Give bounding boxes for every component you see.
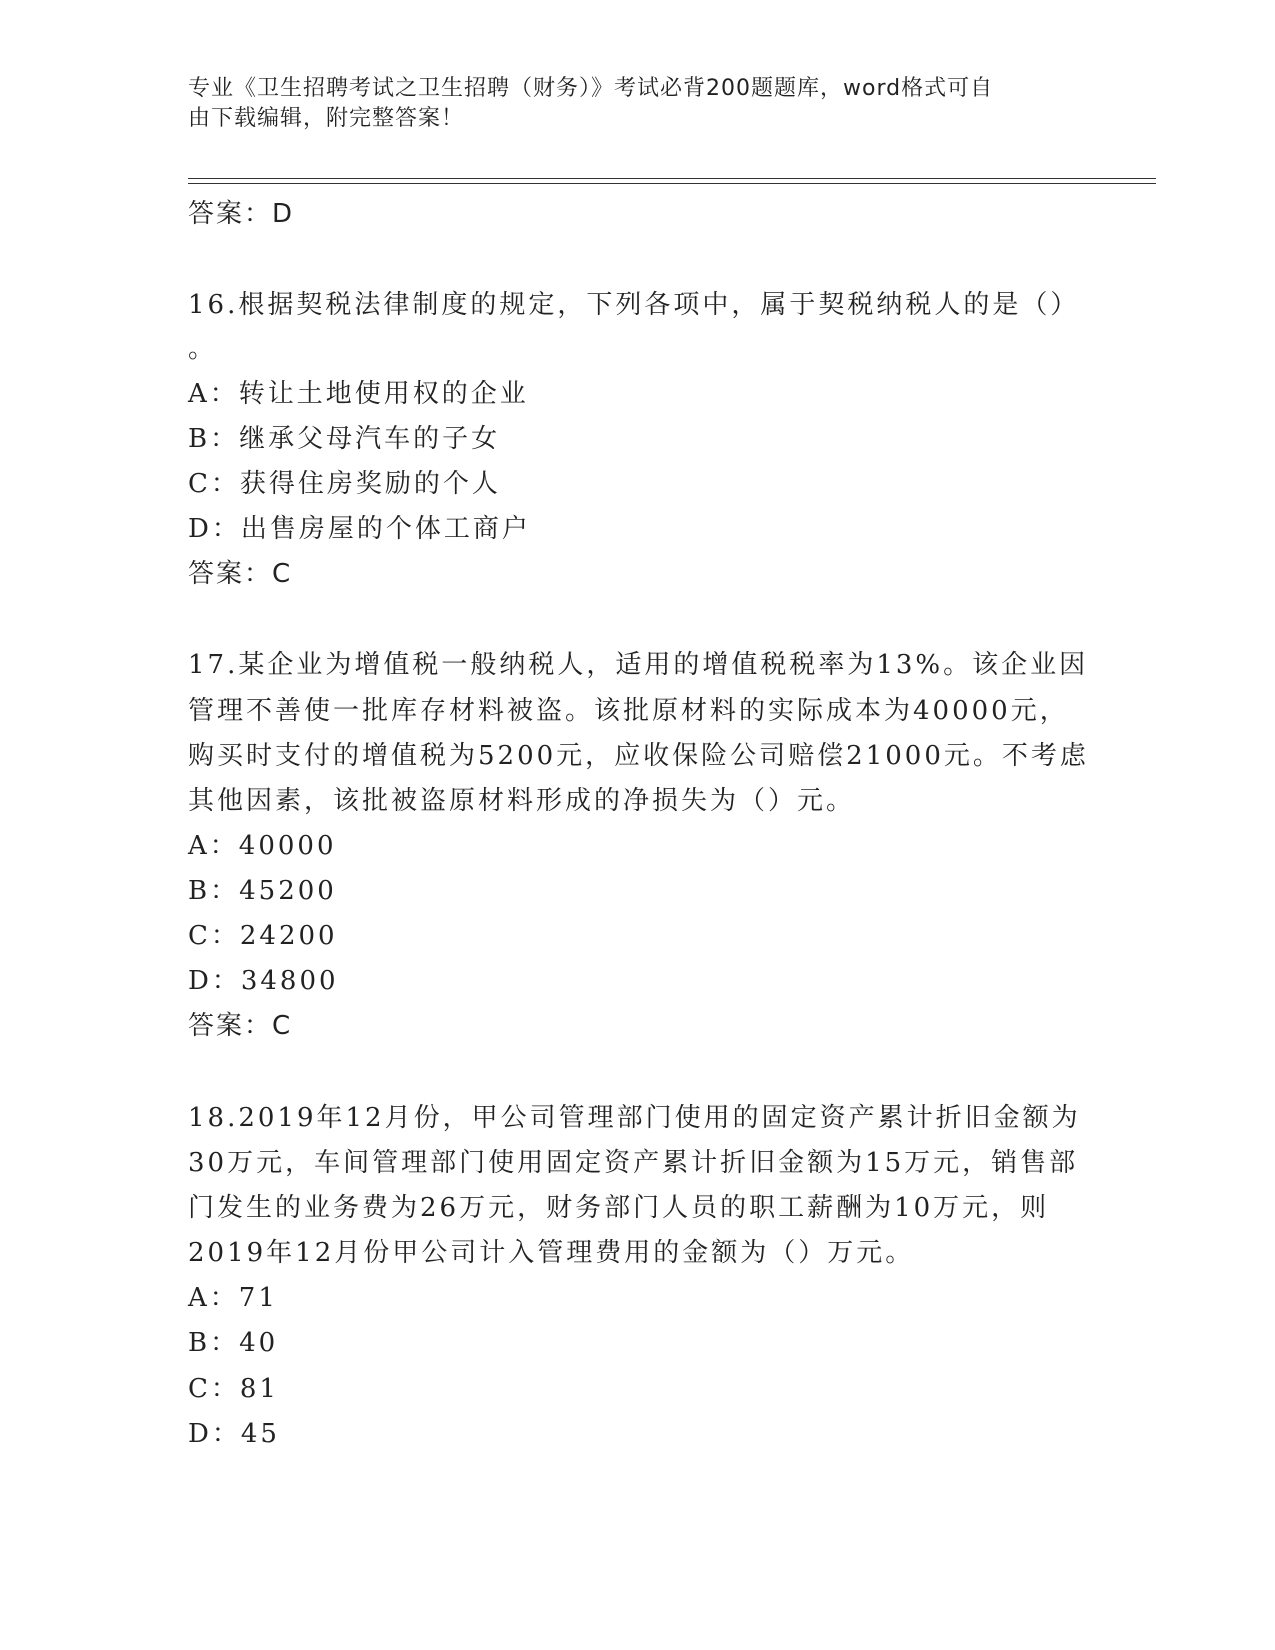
question-18-stem-line-2: 30万元，车间管理部门使用固定资产累计折旧金额为15万元，销售部 <box>188 1148 1079 1178</box>
question-17-stem-line-4: 其他因素，该批被盗原材料形成的净损失为（）元。 <box>188 786 856 816</box>
question-17-option-b: B：45200 <box>188 876 337 906</box>
question-18-option-a: A：71 <box>188 1283 278 1313</box>
question-18-stem-line-3: 门发生的业务费为26万元，财务部门人员的职工薪酬为10万元，则 <box>188 1193 1050 1223</box>
question-18-option-c: C：81 <box>188 1374 279 1404</box>
question-17-option-d: D：34800 <box>188 966 339 996</box>
question-18-stem-line-4: 2019年12月份甲公司计入管理费用的金额为（）万元。 <box>188 1238 915 1268</box>
question-17-stem-line-1: 17.某企业为增值税一般纳税人，适用的增值税税率为13%。该企业因 <box>188 650 1089 680</box>
previous-answer: 答案：D <box>188 199 295 229</box>
document-header <box>188 74 1078 134</box>
question-18-option-b: B：40 <box>188 1328 279 1358</box>
question-17-option-a: A：40000 <box>188 831 337 861</box>
question-16-answer: 答案：C <box>188 559 293 589</box>
question-16-option-a: A：转让土地使用权的企业 <box>188 379 529 409</box>
question-16-stem-line-1: 16.根据契税法律制度的规定，下列各项中，属于契税纳税人的是（） <box>188 290 1080 320</box>
header-line-1: 专业《卫生招聘考试之卫生招聘（财务）》考试必背200题题库，word格式可自 <box>188 76 994 101</box>
header-line-2: 由下载编辑，附完整答案！ <box>188 106 465 131</box>
header-divider-top <box>188 178 1156 179</box>
question-16-stem-line-2: 。 <box>188 334 218 364</box>
question-18-stem-line-1: 18.2019年12月份，甲公司管理部门使用的固定资产累计折旧金额为 <box>188 1103 1081 1133</box>
question-17-stem-line-3: 购买时支付的增值税为5200元，应收保险公司赔偿21000元。不考虑 <box>188 741 1089 771</box>
question-17-stem-line-2: 管理不善使一批库存材料被盗。该批原材料的实际成本为40000元， <box>188 696 1069 726</box>
question-18-option-d: D：45 <box>188 1419 280 1449</box>
question-16-option-b: B：继承父母汽车的子女 <box>188 424 501 454</box>
question-16-option-d: D：出售房屋的个体工商户 <box>188 514 531 544</box>
question-17-answer: 答案：C <box>188 1011 293 1041</box>
header-divider-bottom <box>188 183 1156 184</box>
question-17-option-c: C：24200 <box>188 921 338 951</box>
question-16-option-c: C：获得住房奖励的个人 <box>188 469 501 499</box>
